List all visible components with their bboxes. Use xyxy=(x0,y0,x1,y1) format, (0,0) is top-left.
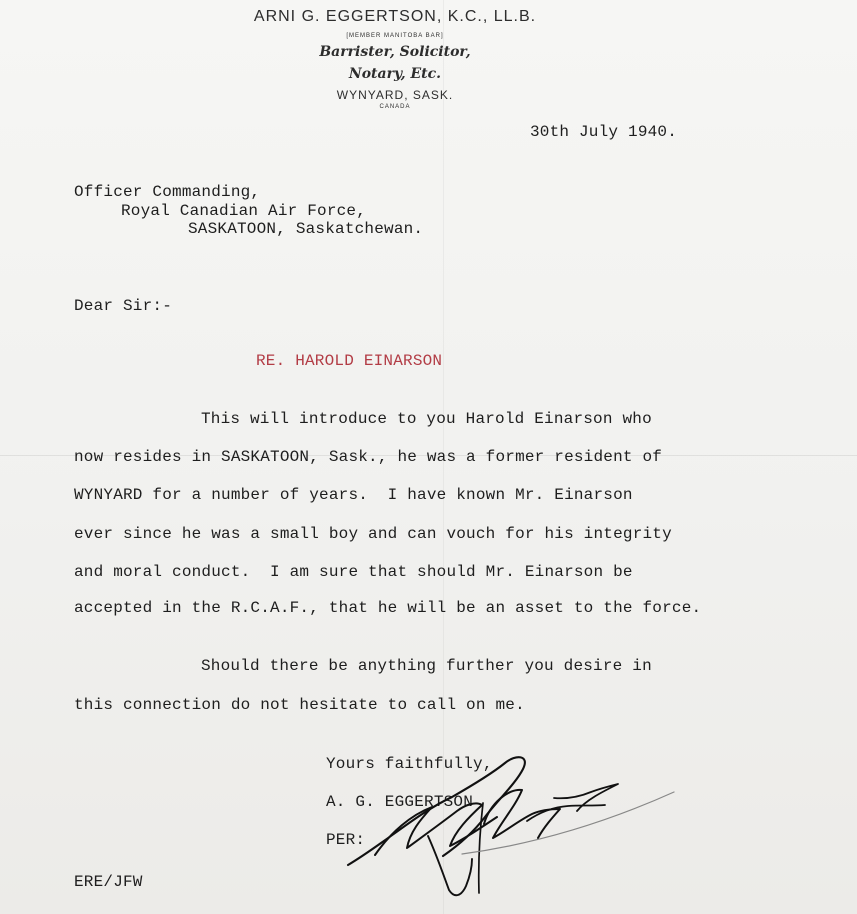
paragraph-2-line-2: this connection do not hesitate to call on me. xyxy=(74,696,525,714)
letterhead-profession-line-1: Barrister, Solicitor, xyxy=(319,44,471,60)
letterhead-profession-line-2: Notary, Etc. xyxy=(348,66,442,82)
letterhead xyxy=(230,8,560,110)
recipient-line-3: SASKATOON, Saskatchewan. xyxy=(188,220,424,238)
closing-phrase: Yours faithfully, xyxy=(326,755,493,773)
paragraph-1-line-6: accepted in the R.C.A.F., that he will be an asset to the force. xyxy=(74,599,702,617)
paragraph-1-line-1: This will introduce to you Harold Einarson who xyxy=(201,410,652,428)
salutation: Dear Sir:- xyxy=(74,297,173,315)
paragraph-1-line-2: now resides in SASKATOON, Sask., he was a former resident of xyxy=(74,448,663,466)
signatory-name: A. G. EGGERTSON xyxy=(326,793,474,811)
recipient-line-2: Royal Canadian Air Force, xyxy=(121,202,367,220)
letterhead-country: CANADA xyxy=(379,104,411,110)
subject-line: RE. HAROLD EINARSON xyxy=(256,352,443,370)
paragraph-2-line-1: Should there be anything further you desire in xyxy=(201,657,652,675)
per-label: PER: xyxy=(326,831,366,849)
recipient-line-1: Officer Commanding, xyxy=(74,183,261,201)
reference-initials: ERE/JFW xyxy=(74,873,143,891)
paragraph-1-line-5: and moral conduct. I am sure that should Mr. Einarson be xyxy=(74,563,633,581)
letterhead-name: ARNI G. EGGERTSON, K.C., LL.B. xyxy=(253,8,537,25)
letterhead-location: WYNYARD, SASK. xyxy=(336,88,454,102)
letterhead-bar-membership: [MEMBER MANITOBA BAR] xyxy=(346,33,444,39)
paragraph-1-line-4: ever since he was a small boy and can vouch for his integrity xyxy=(74,525,672,543)
letter-date: 30th July 1940. xyxy=(530,123,678,141)
paragraph-1-line-3: WYNYARD for a number of years. I have known Mr. Einarson xyxy=(74,486,633,504)
